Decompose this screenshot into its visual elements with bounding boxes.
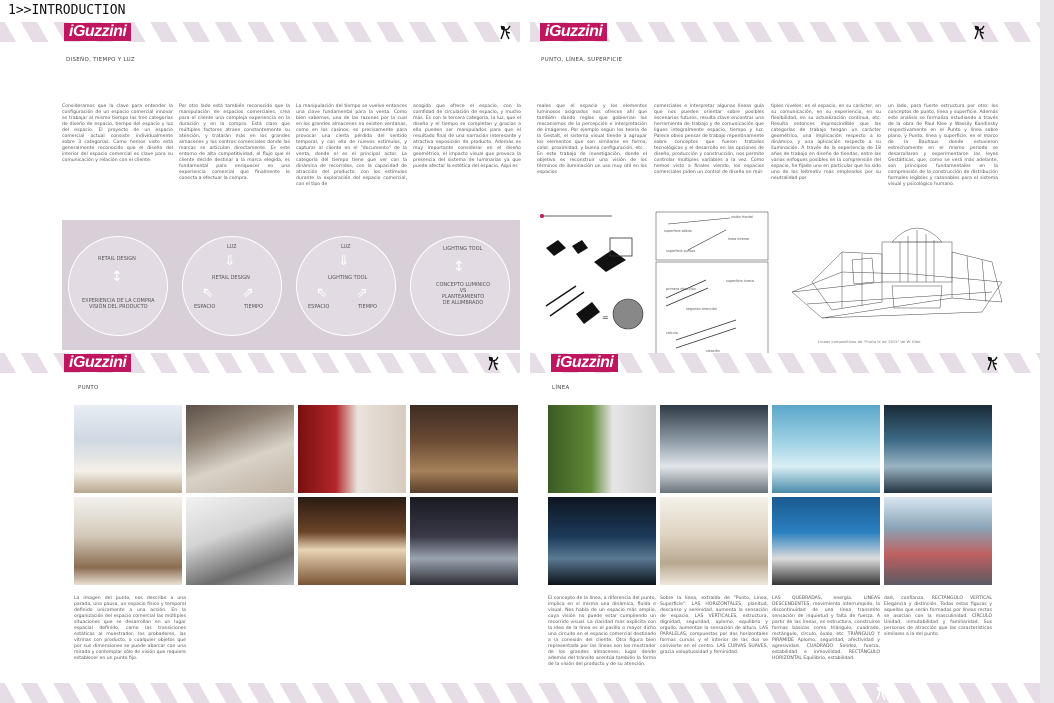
concept-diagram [62,220,520,350]
store-photo [548,405,656,493]
geo-label: cálculo [666,331,678,335]
text-column: Consideramos que la clave para entender la configuración de un espacio comercial innovar es trabajar al mismo tiempo las tres categorías de diseño de espacio, tiempo del espacio y luz del espacio. El proyecto de un espacio comercial actual consiste individualmente sobre 3 categorías. Como hemos visto está generalmente reconocido que el diseño del interior del espacio comercial es clave para su comunicación y relación con el cliente. [62,104,173,163]
circle-lighting-tool [296,236,396,336]
store-photo [186,497,294,585]
circle-label: EXPERIENCIA DE LA COMPRA VISIÓN DEL PRODUCTO [82,298,155,310]
circle-label: LUZ [227,244,237,250]
store-photo [74,497,182,585]
store-photo [186,405,294,493]
photo-caption: LAS QUEBRADAS, energía. LINEAS DESCENDENTES, movimiento interrumpido, la discontinuidad de una línea transmite sensación de inquietud y falta de fuerza. A partir de las líneas, es estructura, construirse formas básicas como triángulo, cuadrado, rectángulo, círculo, óvalo, etc. TRIÁNGULO Y PIRÁMIDE Aplomo, seguridad, afectividad y agresividad. CUADRADO Solidez, fuerza, estabilidad e inmovilidad. RECTÁNGULO HORIZONTAL Equilibrio, estabilidad. [772,596,880,661]
mascot-icon [985,355,999,371]
circle-label: ESPACIO [308,304,330,310]
arrow-down-icon: ⇓ [338,253,350,269]
mascot-icon [498,24,512,40]
arrow-up-right-icon: ⇗ [356,285,368,301]
text-column: un lado, para fuerte estructura por otro: los conceptos de punto, línea y superficie. Además este análisis se formaliza estudiando a través de la obra de Paul Klee y Wassily Kandinsky respectivamente en el Punto y línea sobre plano, y Punto, línea y superficie, en el marco de la Bauhaus donde estuvieron estrechamente en el mismo período se desarrollaron y experimentaron las leyes Gestálticas, que, como se verá más adelante, son principios fundamentales en la comprensión de la construcción de distribución formales legibles y razonables para el sistema visual y psicológico humano. [888,104,998,187]
arrow-updown-icon: ↕ [453,259,465,275]
arrow-up-right-icon: ⇗ [242,285,254,301]
store-photo [298,497,406,585]
store-photo [660,497,768,585]
store-photo [410,405,518,493]
store-photo [410,497,518,585]
photo-caption: El concepto de la línea, a diferencia del punto, implica en sí misma una dinámica, fluida e visual. Nos habla de un espacio más amplio, cuya visión no puede estar cumpliendo un recorrido visual. La claridad más explicita con la idea de la línea es el pasillo o mayor dicho una circuito en el espacio comercial destinado a la conexión del cliente. Otra figura bien representada por las líneas son los mostrador de los grandes almacenes, lugar donde además del tránsito acentúa también la forma de la visión del producto y de su atención. [548,596,656,667]
section-title: LÍNEA [552,385,570,391]
store-photo [884,405,992,493]
circle-space-time-light [182,236,282,336]
text-column: Por otro lado está también reconocido que la manipulación de espacios comerciales, crea para el cliente una compleja experiencia en la duración y en la compra. Está claro que múltiples factores atraen constantemente su atención, y tratarán más en los grandes almacenes y los centros comerciales donde las marcas se articulan directamente. Es este entorno de alta competitividad, el flujo que el cliente decide destinar a la marca elegida, es fundamental para enriquecer en una experiencia comercial que finalmente le conecta a efectuar la compra. [179,104,290,181]
store-photo [772,405,880,493]
geometry-diagram [536,210,771,360]
text-column: acogida que ofrece el espacio, con la comfidad de circulación de espacio, y mucho más. Es con la tercera categoría, la luz, que el diseño y el tiempo se completan y gracias a ella pueden ser manipulados para que el resultado final de una narración interesante y atractiva exposición de producto. Además es muy importante considerar en el diseño geométrico, el impacto visual que provoca la presencia del sistema de luminarias ya que puede afectar la estética del espacio. Aquí es [413,104,521,169]
circle-label: TIEMPO [244,304,263,310]
geo-label: superficie puntos [666,249,696,253]
mascot-icon [486,355,500,371]
text-column: reales que el espacio y los elementos luminosos asignados nos ofrecen ahí que también dando reglas que gobiernan los mecanismos de la percepción e interpretación de imágenes. Por ejemplo según los teoría de la Gestalt, el sistema visual tiende a agrupar los elementos que son similares en forma, color, proximidad, y buena configuración, etc... En este trabajo de investigación, donde el objetivo es reconstruir una visión de los términos de iluminación un uso muy útil en los espacios [537,104,647,175]
store-photo [74,405,182,493]
store-photo [548,497,656,585]
brand-logo: iGuzzini [551,354,618,372]
circle-label: RETAIL DESIGN [98,256,136,262]
circle-retail-design [68,236,168,336]
store-photo [884,497,992,585]
geo-label: superficie hueca [726,279,754,283]
section-title: DISEÑO, TIEMPO Y LUZ [66,57,135,63]
arrow-up-left-icon: ⇖ [316,285,328,301]
photo-caption: dad, confianza. RECTÁNGULO VERTICAL Elegancia y distinción. Todas estas figuras y aquellas que serán formadas por líneas rectas se asocian con la masculinidad. CÍRCULO Unidad, inmutabilidad y familiaridad. Sus personas de atracción que las características similares a la del punto. [884,596,992,637]
arrow-up-left-icon: ⇖ [202,285,214,301]
mascot-icon [874,685,888,701]
geo-label: primera dirección [666,287,696,291]
geo-label: línea interior [728,237,750,241]
text-column: La manipulación del tiempo se vuelve entonces una clave fundamental para la venta. Como bien sabemos, una de las razones por la cual en los grandes almacenes no existen ventanas, como en los casinos, es precisamente para provocar una cierta pérdida del sentido temporal, y con ello de nuevos estímulos, y capturar al cliente en el "documento" de la venta, donde el es el principal actor. La categoría del tiempo tiene que ver con la dinámica de recorridos, con la capacidad de atracción del producto, con los estímulos durante la exploración del espacio comercial, con el tipo de [296,104,407,187]
svg-text:=: = [602,313,609,322]
store-photo [772,497,880,585]
section-title: PUNTO, LÍNEA, SUPERFICIE [541,57,623,63]
circle-label: LUZ [341,244,351,250]
geo-label: visión frontal [731,215,754,219]
slide-header: 1>>INTRODUCTION [8,3,126,18]
arrow-updown-icon: ↕ [111,269,123,285]
text-column: comerciales e interpretar algunas líneas guía que nos pueden orientar sobre posibles escenarios futuros, resulta clave encontrar una herramienta de trabajo y de comunicación que ligues integralmente espacio, tiempo y luz. Parece obvio pensar de trabajo repentinamente sobre conceptos que fueron tratados tecnológicos y el desarrollo en las opciones de diseño, producción y construcción, nos permite controlar múltiples variables a la vez. Como hemos visto a finales viendo, los espacios comerciales piden un control de diseño en múl- [654,104,764,175]
geo-label: segunda dirección [686,307,718,311]
geo-label: rotación [706,349,720,353]
circle-label: TIEMPO [358,304,377,310]
text-column: tiples niveles: en el espacio, en su carácter, en su comunicación, en su experiencia, en su flexibilidad, en su actualización continua, etc. Resulta entonces imprescindible que las categorías de trabajo tengan un carácter geométrico, una implicación respecto a lo dinámico, y una aplicación respecto a su iluminación. A través de la experiencia de 18 años de trabajo en diseño de tiendas, entre las varias enfoques posibles en la comprensión del espacio, he fijado uno en particular que ha sido uno de los leitmotiv más empleados por su neutralidad por [771,104,881,181]
architectural-sketch [782,212,1014,332]
circle-label: ESPACIO [194,304,216,310]
brand-logo: iGuzzini [540,23,607,41]
mascot-icon [972,24,986,40]
brand-logo: iGuzzini [64,354,131,372]
store-photo [660,405,768,493]
section-title: PUNTO [78,385,99,391]
brand-logo: iGuzzini [64,23,131,41]
arrow-down-icon: ⇓ [224,253,236,269]
photo-caption: Sobre la línea, extraído de "Punto, Línea, Superficie": LAS HORIZONTALES, planitud, descanso y serenidad, aumenta la sensación de espacio. LAS VERTICALES, estructura, dignidad, seguridad, aplomo, equilibrio y orgullo, aumentan la sensación de altura. LAS PARALELAS, compuestas por dos horizontales formas curvas y el interior de las dos se convierte en el centro. LAS CURVAS SUAVES, gracia voluptuosidad y feminidad. [660,596,768,655]
right-margin-strip [1040,0,1054,703]
circle-label: RETAIL DESIGN [212,275,250,281]
circle-label: LIGHTING TOOL [443,246,483,252]
circle-label: LIGHTING TOOL [328,275,368,281]
store-photo [298,405,406,493]
sketch-caption: Líneas compositivas de "Punta le de 1915" de W. Klee [818,339,921,344]
photo-caption: La imagen del punto, nos describe a una parada, una pausa, un espacio físico y temporal definido únicamente a una acción. En la organización del espacio comercial las múltiples situaciones que se desarrollan en un lugar espacial definido, como las transiciones estáticas al muestrador, los probadores, las vitrinas con producto, o cualquier objetos que por sus dimensiones se puede abarcar con una mirada y contemplar sólo de visión que requiere establecer en un punto fijo. [74,596,186,661]
circle-label: CONCEPTO LUMINICO VS PLANTEAMIENTO DE ALUMBRADO [436,282,491,306]
geo-label: superficie sólida [664,229,692,233]
